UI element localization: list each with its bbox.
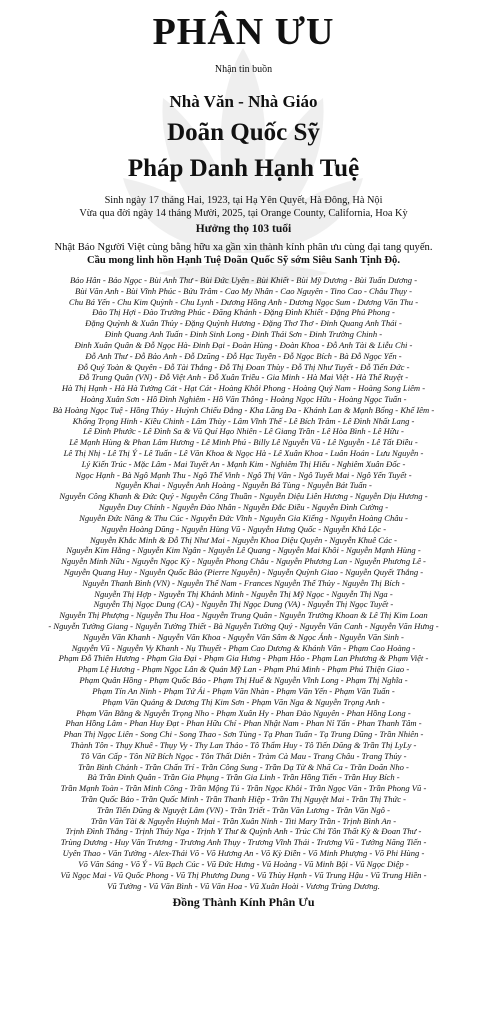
names-line: Nguyễn Thanh Bình (VN) - Nguyễn Thế Nam - Frances Nguyễn Thế Thủy - Nguyễn Thị Bích - [82, 577, 405, 588]
names-line: Nguyễn Thị Ngọc Dung (CA) - Nguyễn Thị Ngọc Dung (VA) - Nguyễn Thị Ngọc Tuyết - [93, 599, 394, 610]
prayer-line: Cầu mong linh hồn Hạnh Tuệ Doãn Quốc Sỹ sớm Siêu Sanh Tịnh Độ. [86, 255, 400, 266]
names-line: Trần Tiến Dũng & Nguyệt Lâm (VN) - Trần Triết - Trần Văn Lương - Trần Văn Ngô - [97, 804, 390, 815]
names-line: Phan Thị Ngọc Liên - Song Chi - Song Thao - Sơn Tùng - Tạ Phan Tuấn - Tạ Trung Dũng - Trần Nhiên - [63, 729, 424, 740]
names-line: Phạm Tín An Ninh - Phạm Tứ Ái - Phạm Văn Nhàn - Phạm Văn Yến - Phạm Văn Tuấn - [92, 685, 395, 696]
names-line: Đỗ Anh Thư - Đỗ Bảo Anh - Đỗ Dzũng - Đỗ Hạc Tuyền - Đỗ Ngọc Bích - Bà Đỗ Ngọc Yến - [85, 350, 402, 361]
names-line: Hoàng Xuân Sơn - Hồ Đình Nghiêm - Hồ Văn Thông - Hoàng Ngọc Hữu - Hoàng Ngọc Tuấn - [80, 393, 407, 404]
names-line: Tô Văn Cấp - Tôn Nữ Bích Ngọc - Tôn Thất Diên - Tràm Cà Mau - Trang Châu - Trang Thủy - [80, 750, 407, 761]
names-line: Nguyễn Thị Hợp - Nguyễn Thị Khánh Minh - Nguyễn Thị Mỹ Ngọc - Nguyễn Thị Nga - [94, 588, 393, 599]
names-line: - Nguyễn Tường Giang - Nguyễn Tường Thiết - Bà Nguyễn Tường Quý - Nguyễn Văn Canh - Nguyễn Văn Hưng - [48, 621, 439, 631]
death-info: Vừa qua đời ngày 14 tháng Mười, 2025, tại Orange County, California, Hoa Kỳ [79, 208, 408, 219]
names-line: Nguyễn Khắc Minh & Đỗ Thị Như Mai - Nguyễn Khoa Diệu Quyên - Nguyễn Khuê Các - [89, 534, 398, 545]
names-line: Đinh Xuân Quân & Đỗ Ngọc Hà- Đinh Đại - Đoàn Hùng - Đoàn Khoa - Đỗ Anh Tài & Liễu Chi - [74, 339, 413, 350]
names-line: Nguyễn Thị Phượng - Nguyễn Thu Hoa - Nguyễn Trung Quân - Nguyễn Trường Khoan & Lê Thị Kim Loan [59, 610, 428, 621]
obituary-content [0, 10, 487, 910]
names-line: Nguyễn Khai - Nguyễn Anh Hoàng - Nguyễn Bá Tùng - Nguyễn Bát Tuấn - [115, 480, 372, 491]
names-line: Nguyễn Quang Huy - Nguyễn Quốc Bảo (Pierre Nguyễn) - Nguyễn Quỳnh Giao - Nguyễn Quyết Thắng - [63, 566, 424, 577]
names-line: Vũ Tường - Vũ Văn Bình - Vũ Văn Hoa - Vũ Xuân Hoài - Vương Trùng Dương. [107, 880, 380, 891]
obituary-page [0, 10, 487, 1034]
names-line: Đỗ Quý Toàn & Quyên - Đỗ Tài Thắng - Đỗ Thị Đoan Thùy - Đỗ Thị Như Tuyết - Đỗ Tiến Đức - [77, 361, 410, 372]
names-line: Hà Thị Hạnh - Hà Hà Tường Cát - Hạt Cát - Hoàng Khôi Phong - Hoàng Quý Nam - Hoàng Song Liêm - [61, 383, 426, 394]
condolence-message: Nhật Báo Người Việt cùng bằng hữu xa gần xin thành kính phân ưu cùng đại tang quyến. [54, 242, 433, 253]
names-line: Võ Văn Sáng - Võ Ý - Vũ Bạch Cúc - Vũ Đức Hưng - Vũ Hoàng - Vũ Minh Bội - Vũ Ngọc Diệp - [78, 858, 409, 869]
footer-signature: Đồng Thành Kính Phân Ưu [172, 895, 315, 910]
names-line: Trần Bình Chánh - Trần Chấn Trí - Trần Công Sung - Trần Dạ Từ & Nhã Ca - Trần Doãn Nho - [78, 761, 409, 772]
names-line: Chu Bá Yến - Chu Kim Quỳnh - Chu Lynh - Dương Hồng Anh - Dương Ngọc Sum - Dương Văn Thu - [68, 296, 419, 307]
names-line: Vũ Ngọc Mai - Vũ Quốc Phong - Vũ Thị Phương Dung - Vũ Thùy Hạnh - Vũ Trung Hậu - Vũ Trung Hiền - [60, 869, 427, 880]
names-line: Bảo Hân - Bảo Ngọc - Bùi Anh Thư - Bùi Đức Uyên - Bùi Khiết - Bùi Mỹ Dương - Bùi Tuấn Dương - [69, 275, 418, 285]
names-line: Trịnh Đình Thắng - Trịnh Thúy Nga - Trịnh Y Thư & Quỳnh Anh - Trúc Chi Tôn Thất Kỳ & Đoan Thư - [65, 826, 422, 837]
names-line: Bà Hoàng Ngọc Tuệ - Hồng Thủy - Huỳnh Chiếu Đẳng - Kha Lăng Đa - Khánh Lan & Mạnh Bổng - Khế Iêm - [52, 404, 435, 415]
names-line: Trần Mạnh Toàn - Trần Minh Công - Trần Mộng Tú - Trần Ngọc Khôi - Trần Ngọc Văn - Trần Phong Vũ - [60, 783, 427, 794]
names-line: Đinh Quang Anh Tuấn - Đinh Sinh Long - Đinh Thái Sơn - Đinh Trường Chinh - [104, 329, 383, 340]
birth-info: Sinh ngày 17 tháng Hai, 1923, tại Hạ Yên Quyết, Hà Đông, Hà Nội [104, 195, 383, 206]
names-line: Nguyễn Văn Khanh - Nguyễn Văn Khoa - Nguyễn Văn Sâm & Ngọc Ánh - Nguyễn Văn Sinh - [83, 631, 404, 642]
names-line: Bùi Văn Anh - Bùi Vĩnh Phúc - Bửu Trâm - Cao My Nhân - Cao Nguyên - Tino Cao - Châu Thụy - [74, 285, 413, 296]
names-line: Đặng Quỳnh & Xuân Thủy - Đặng Quỳnh Hương - Đặng Thơ Thơ - Đinh Quang Anh Thái - [85, 318, 402, 329]
names-line: Trần Quốc Bảo - Trần Quốc Minh - Trần Thanh Hiệp - Trần Thị Nguyệt Mai - Trần Thị Thức - [80, 794, 407, 804]
page-title: PHÂN ƯU [152, 11, 335, 53]
age-info: Hưởng thọ 103 tuổi [195, 223, 292, 235]
names-line: Đào Thị Hợi - Đào Trường Phúc - Đăng Khánh - Đặng Đình Khiết - Đặng Phú Phong - [92, 307, 395, 318]
names-line: Lê Đình Phước - Lê Đình Sa & Vũ Quí Hạo Nhiên - Lê Giang Trần - Lê Hòa Bình - Lê Hữu - [83, 426, 404, 437]
names-line: Nguyễn Đức Năng & Thu Cúc - Nguyễn Đức Vĩnh - Nguyễn Gia Kiểng - Nguyễn Hoàng Châu - [79, 512, 408, 523]
names-line: Phan Hồng Lâm - Phan Huy Đạt - Phan Hữu Chí - Phan Nhật Nam - Phan Nỉ Tấn - Phan Thanh Tâm - [65, 718, 422, 729]
names-line: Nguyễn Công Khanh & Đức Quý - Nguyễn Công Thuần - Nguyễn Diệu Liên Hương - Nguyễn Dịu Hương - [59, 491, 428, 502]
names-line: Thành Tôn - Thụy Khuê - Thụy Vy - Thy Lan Thảo - Tô Thẩm Huy - Tô Tiến Dũng & Trần Thị LyLy - [70, 739, 417, 750]
names-line: Trùng Dương - Huy Văn Trương - Trương Anh Thụy - Trương Vĩnh Thái - Trương Vũ - Tưởng Năng Tiến - [60, 837, 427, 848]
deceased-name: Doãn Quốc Sỹ [167, 119, 320, 146]
names-line: Lê Mạnh Hùng & Phan Lâm Hương - Lê Minh Phú - Billy Lê Nguyễn Vũ - Lê Nguyễn - Lê Tất Điều - [69, 437, 418, 448]
names-line: Phạm Lệ Hương - Phạm Ngọc Lân & Quản Mỹ Lan - Phạm Phú Minh - Phạm Phú Thiện Giao - [77, 664, 410, 675]
names-line: Nguyễn Minh Nữu - Nguyễn Ngọc Kỳ - Nguyễn Phong Châu - Nguyễn Phương Lan - Nguyễn Phương Lê - [61, 556, 426, 567]
names-line: Phạm Văn Quảng & Dương Thị Kim Sơn - Phạm Văn Nga & Nguyễn Trọng Anh - [102, 696, 385, 707]
names-line: Lê Thị Nhị - Lê Thị Ý - Lê Tuấn - Lê Văn Khoa & Ngọc Hà - Lê Xuân Khoa - Luân Hoán - Lưu Nguyễn - [63, 448, 424, 458]
names-line: Nguyễn Duy Chính - Nguyễn Đào Nhân - Nguyễn Đắc Điều - Nguyễn Đình Cường - [98, 502, 389, 513]
names-line: Đỗ Trung Quân (VN) - Đỗ Việt Anh - Đỗ Xuân Triều - Gia Minh - Hà Mai Việt - Hà Thế Ruyệt - [78, 372, 409, 383]
names-line: Phạm Quân Hồng - Phạm Quốc Bảo - Phạm Thị Huế & Nguyễn Vĩnh Long - Phạm Thị Nghĩa - [79, 675, 408, 686]
names-line: Ngọc Hạnh - Bà Ngô Mạnh Thu - Ngô Thế Vinh - Ngô Thị Vân - Ngô Tuyết Mai - Ngô Yến Tuyết - [75, 469, 412, 480]
names-line: Nguyễn Vũ - Nguyễn Vy Khanh - Nụ Thuyết - Phạm Cao Dương & Khánh Vân - Phạm Cao Hoàng - [71, 642, 416, 653]
condolence-names-list [2, 275, 485, 891]
subtitle: Nhận tin buồn [214, 64, 273, 75]
names-line: Uyên Thao - Văn Tường - Alex-Thái Võ - Võ Hương An - Võ Kỳ Điền - Võ Minh Phượng - Võ Phi Hùng - [62, 848, 425, 859]
names-line: Nguyễn Hoàng Dũng - Nguyễn Hùng Vũ - Nguyễn Hưng Quốc - Nguyễn Khả Lộc - [100, 523, 387, 534]
names-line: Phạm Đỗ Thiên Hương - Phạm Gia Đại - Phạm Gia Hưng - Phạm Hảo - Phạm Lan Phương & Phạm Việt - [58, 653, 429, 664]
names-line: Lý Kiến Trúc - Mặc Lâm - Mai Tuyết An - Mạnh Kim - Nghiêm Thị Hiếu - Nghiêm Xuân Đốc - [81, 458, 406, 469]
names-line: Bà Trần Đình Quân - Trần Gia Phụng - Trần Gia Linh - Trần Hồng Tiến - Trần Huy Bích - [87, 772, 400, 783]
names-line: Phạm Văn Bằng & Nguyễn Trọng Nho - Phạm Xuân Hy - Phan Đào Nguyên - Phan Hồng Long - [76, 707, 411, 718]
profession: Nhà Văn - Nhà Giáo [169, 92, 318, 111]
names-line: Nguyễn Kim Hằng - Nguyễn Kim Ngân - Nguyễn Lê Quang - Nguyễn Mai Khôi - Nguyễn Mạnh Hùng - [66, 545, 421, 556]
names-line: Trần Văn Tài & Nguyễn Huỳnh Mai - Trần Xuân Ninh - Titi Mary Trần - Trịnh Bình An - [90, 815, 397, 826]
names-line: Khổng Trọng Hinh - Kiều Chinh - Lâm Thùy - Lâm Vĩnh Thế - Lê Bích Trâm - Lê Đình Nhất Lang - [72, 415, 415, 426]
dharma-name: Pháp Danh Hạnh Tuệ [127, 155, 360, 182]
